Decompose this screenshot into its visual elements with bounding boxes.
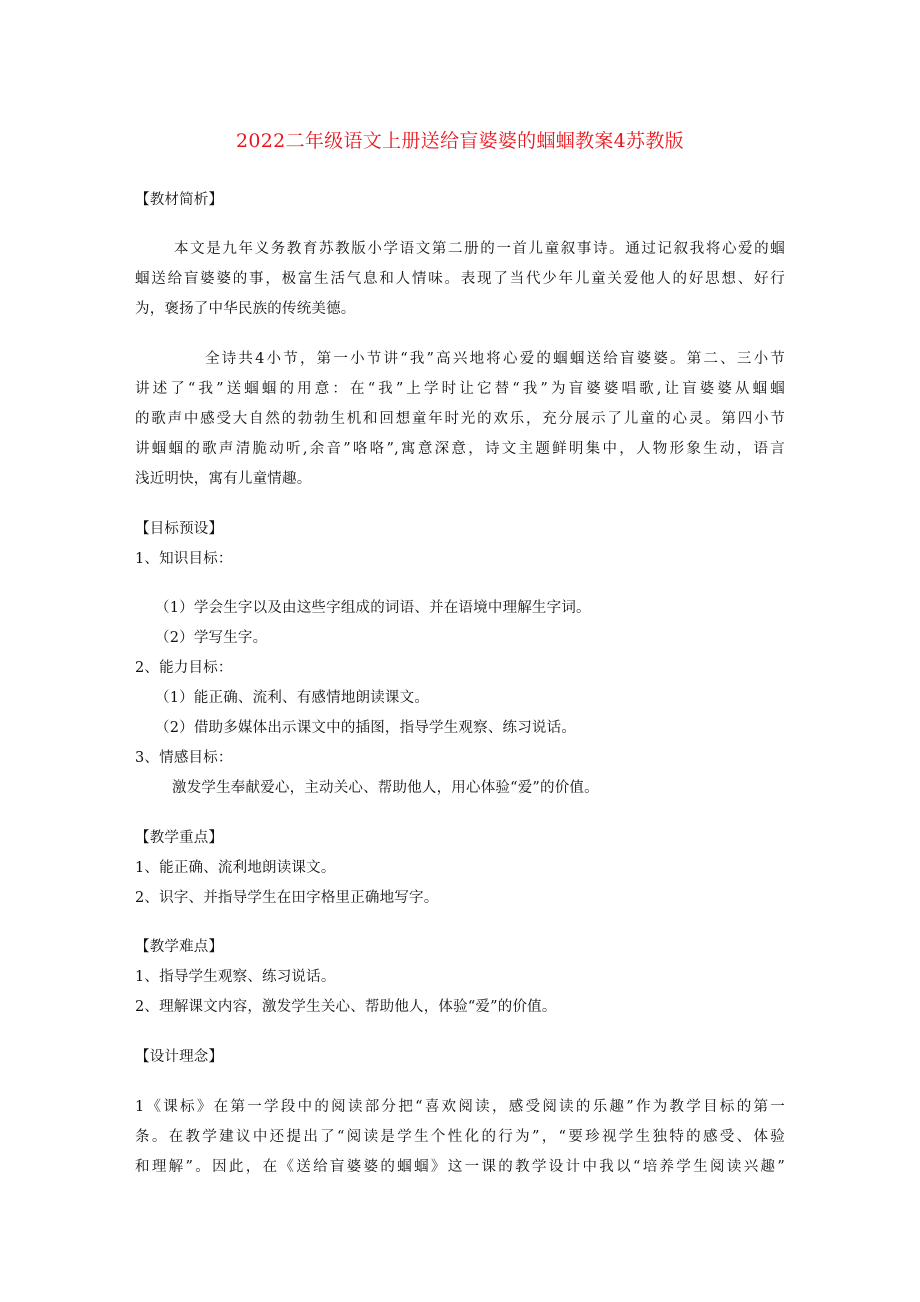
paragraph-line: 1《课标》在第一学段中的阅读部分把“喜欢阅读，感受阅读的乐趣”作为教学目标的第一 (135, 1099, 785, 1115)
paragraph-line: 浅近明快，寓有儿童情趣。 (135, 471, 312, 487)
paragraph-line: 为，褒扬了中华民族的传统美德。 (135, 301, 356, 317)
list-item: 2、理解课文内容，激发学生关心、帮助他人，体验“爱”的价值。 (135, 999, 557, 1015)
paragraph-line: 全诗共4小节，第一小节讲“我”高兴地将心爱的蝈蝈送给盲婆婆。第二、三小节 (205, 351, 785, 367)
goal-item: 激发学生奉献爱心，主动关心、帮助他人，用心体验“爱”的价值。 (172, 780, 599, 796)
goal-item: （1）能正确、流利、有感情地朗读课文。 (155, 690, 430, 706)
goal-item: （2）学写生字。 (155, 630, 268, 646)
document-title: 2022二年级语文上册送给盲婆婆的蝈蝈教案4苏教版 (236, 130, 684, 152)
section-heading-goals: 【目标预设】 (135, 521, 224, 537)
paragraph-line: 的歌声中感受大自然的勃勃生机和回想童年时光的欢乐，充分展示了儿童的心灵。第四小节 (135, 411, 785, 427)
section-heading-difficulties: 【教学难点】 (135, 939, 224, 955)
list-item: 2、识字、并指导学生在田字格里正确地写字。 (135, 890, 439, 906)
section-heading-analysis: 【教材简析】 (135, 192, 224, 208)
list-item: 1、能正确、流利地朗读课文。 (135, 860, 336, 876)
goal-knowledge: 1、知识目标： (135, 551, 233, 567)
goal-emotion: 3、情感目标： (135, 750, 233, 766)
paragraph-line: 本文是九年义务教育苏教版小学语文第二册的一首儿童叙事诗。通过记叙我将心爱的蝈 (174, 241, 785, 257)
paragraph-line: 条。在教学建议中还提出了“阅读是学生个性化的行为”，“要珍视学生独特的感受、体验 (135, 1129, 785, 1145)
list-item: 1、指导学生观察、练习说话。 (135, 969, 336, 985)
paragraph-line: 讲蝈蝈的歌声清脆动听,余音”咯咯”,寓意深意，诗文主题鲜明集中，人物形象生动，语言 (135, 441, 785, 457)
goal-item: （1）学会生字以及由这些字组成的词语、并在语境中理解生字词。 (155, 600, 591, 616)
paragraph-line: 讲述了“我”送蝈蝈的用意：在“我”上学时让它替“我”为盲婆婆唱歌,让盲婆婆从蝈蝈 (135, 381, 785, 397)
goal-item: （2）借助多媒体出示课文中的插图，指导学生观察、练习说话。 (155, 720, 577, 736)
section-heading-design: 【设计理念】 (135, 1049, 224, 1065)
paragraph-line: 和理解”。因此，在《送给盲婆婆的蝈蝈》这一课的教学设计中我以“培养学生阅读兴趣” (135, 1159, 785, 1175)
goal-ability: 2、能力目标： (135, 660, 233, 676)
section-heading-key-points: 【教学重点】 (135, 830, 224, 846)
paragraph-line: 蝈送给盲婆婆的事，极富生活气息和人情味。表现了当代少年儿童关爱他人的好思想、好行 (135, 271, 785, 287)
